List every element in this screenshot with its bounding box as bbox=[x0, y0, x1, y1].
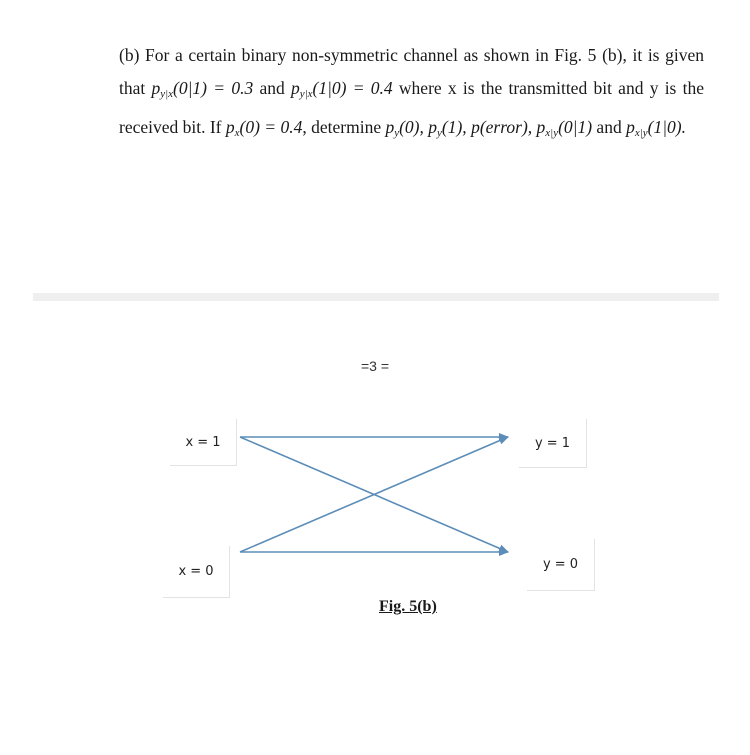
input-label-x0: x = 0 bbox=[163, 546, 230, 598]
question-text: (b) For a certain binary non-symmetric channel as shown in Fig. 5 (b), it is given that $p_{y|x}(0|1) = 0.3$ and $p_{y|x}(1|0) = 0.4$ where x is the transmitted bit and y is the received bit. If $p_x(0) = 0.4$, determine $p_y(0)$, $p_y(1)$, p(error), $p_{x|y}(0|1)$ and $p_{x|y}(1|0)$. bbox=[119, 45, 705, 139]
figure-caption: Fig. 5(b) bbox=[379, 598, 437, 615]
page-number: =3 = bbox=[360, 358, 390, 374]
input-label-x1: x = 1 bbox=[170, 419, 237, 466]
output-label-y0: y = 0 bbox=[527, 539, 595, 591]
part-label: (b) bbox=[119, 45, 140, 65]
output-label-y1: y = 1 bbox=[519, 419, 587, 468]
